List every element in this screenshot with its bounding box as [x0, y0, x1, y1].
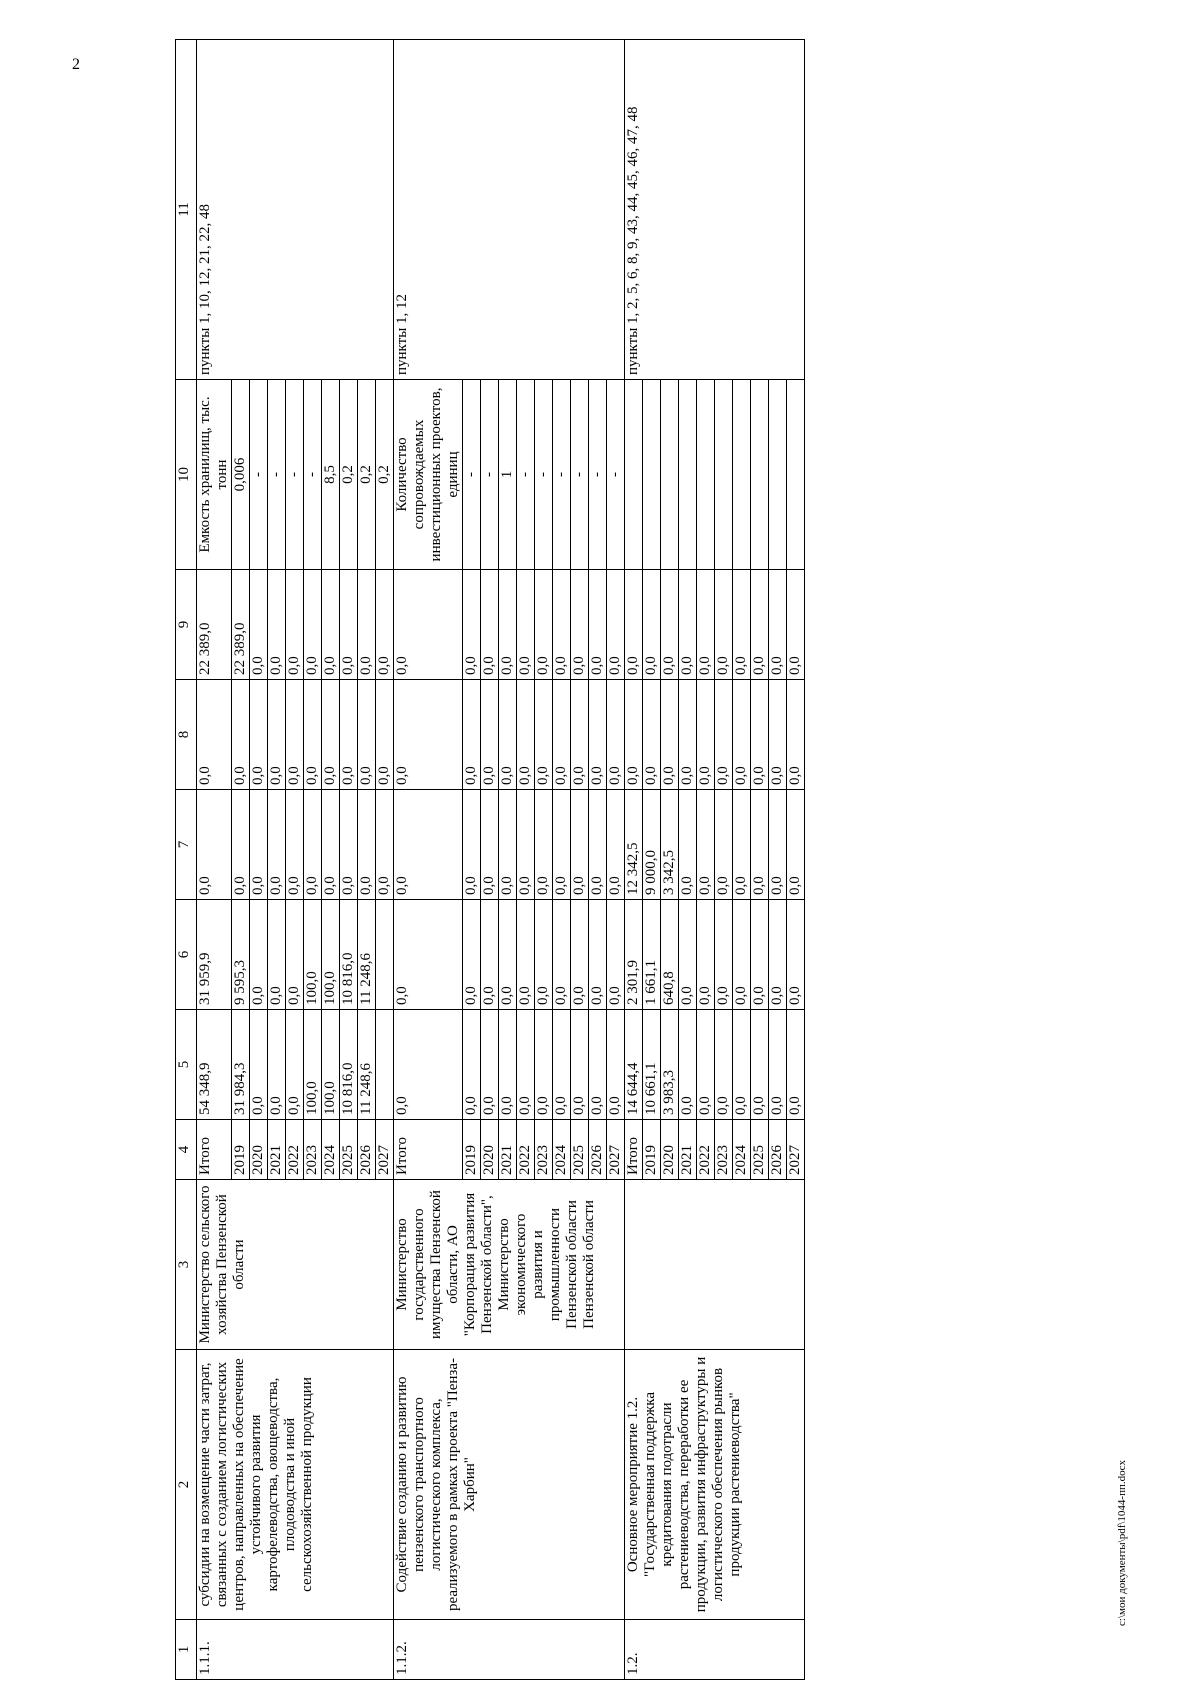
total-funding-cell: 0,0: [679, 1010, 697, 1120]
federal-budget-cell: 0,0: [268, 790, 286, 900]
local-budget-cell: 0,0: [661, 680, 679, 790]
indicator-cell: -: [304, 380, 322, 570]
other-sources-cell: 0,0: [769, 570, 787, 680]
other-sources-cell: 0,0: [535, 570, 553, 680]
federal-budget-cell: 0,0: [358, 790, 376, 900]
federal-budget-cell: 0,0: [715, 790, 733, 900]
year-cell: 2027: [607, 1120, 625, 1180]
regional-budget-cell: 2 301,9: [625, 900, 643, 1010]
regional-budget-cell: 0,0: [463, 900, 481, 1010]
local-budget-cell: 0,0: [517, 680, 535, 790]
indicator-cell: -: [553, 380, 571, 570]
regional-budget-cell: 31 959,9: [197, 900, 232, 1010]
table-row: [197, 40, 232, 1680]
indicator-cell: Емкость хранилищ, тыс. тонн: [197, 380, 232, 570]
regional-budget-cell: 0,0: [769, 900, 787, 1010]
regional-budget-cell: 0,0: [589, 900, 607, 1010]
total-funding-cell: 0,0: [268, 1010, 286, 1120]
local-budget-cell: 0,0: [463, 680, 481, 790]
local-budget-cell: 0,0: [197, 680, 232, 790]
year-cell: 2027: [787, 1120, 805, 1180]
local-budget-cell: 0,0: [340, 680, 358, 790]
year-cell: Итого: [197, 1120, 232, 1180]
federal-budget-cell: 0,0: [197, 790, 232, 900]
local-budget-cell: 0,0: [769, 680, 787, 790]
regional-budget-cell: 0,0: [268, 900, 286, 1010]
total-funding-cell: 31 984,3: [232, 1010, 250, 1120]
regional-budget-cell: 9 595,3: [232, 900, 250, 1010]
year-cell: 2019: [232, 1120, 250, 1180]
regional-budget-cell: 0,0: [607, 900, 625, 1010]
year-cell: 2021: [268, 1120, 286, 1180]
other-sources-cell: 0,0: [787, 570, 805, 680]
other-sources-cell: 0,0: [733, 570, 751, 680]
local-budget-cell: 0,0: [679, 680, 697, 790]
local-budget-cell: 0,0: [697, 680, 715, 790]
indicator-cell: [643, 380, 661, 570]
year-cell: 2023: [304, 1120, 322, 1180]
file-path-footer: c:\мои документы\pdf\1044-пп.docx: [1116, 1459, 1128, 1626]
federal-budget-cell: 9 000,0: [643, 790, 661, 900]
column-number-9: 9: [176, 570, 197, 680]
year-cell: 2019: [463, 1120, 481, 1180]
total-funding-cell: 0,0: [250, 1010, 268, 1120]
page-number: 2: [72, 56, 80, 73]
other-sources-cell: 22 389,0: [232, 570, 250, 680]
local-budget-cell: 0,0: [499, 680, 517, 790]
total-funding-cell: 14 644,4: [625, 1010, 643, 1120]
year-cell: 2020: [481, 1120, 499, 1180]
column-number-6: 6: [176, 900, 197, 1010]
rotated-page: [175, 40, 1165, 1680]
federal-budget-cell: 12 342,5: [625, 790, 643, 900]
regional-budget-cell: 1 661,1: [643, 900, 661, 1010]
local-budget-cell: 0,0: [250, 680, 268, 790]
other-sources-cell: 0,0: [376, 570, 394, 680]
federal-budget-cell: 0,0: [322, 790, 340, 900]
other-sources-cell: 0,0: [643, 570, 661, 680]
other-sources-cell: 0,0: [715, 570, 733, 680]
federal-budget-cell: 0,0: [787, 790, 805, 900]
other-sources-cell: 0,0: [322, 570, 340, 680]
federal-budget-cell: 3 342,5: [661, 790, 679, 900]
local-budget-cell: 0,0: [715, 680, 733, 790]
local-budget-cell: 0,0: [304, 680, 322, 790]
local-budget-cell: 0,0: [481, 680, 499, 790]
other-sources-cell: 0,0: [268, 570, 286, 680]
other-sources-cell: 0,0: [250, 570, 268, 680]
federal-budget-cell: 0,0: [733, 790, 751, 900]
other-sources-cell: 0,0: [625, 570, 643, 680]
other-sources-cell: 0,0: [589, 570, 607, 680]
total-funding-cell: 0,0: [751, 1010, 769, 1120]
indicator-cell: -: [571, 380, 589, 570]
regional-budget-cell: 0,0: [481, 900, 499, 1010]
year-cell: 2024: [733, 1120, 751, 1180]
year-cell: 2026: [358, 1120, 376, 1180]
executor: Министерство государственного имущества Пензенской области, АО "Корпорация развития Пензенской области", Министерство экономического развития и промышленности Пензенской области Пензенской области: [394, 1180, 625, 1350]
item-name: Содействие созданию и развитию пензенского транспортного логистического комплекса, реализуемого в рамках проекта "Пенза-Харбин": [394, 1350, 625, 1620]
indicator-cell: 0,2: [358, 380, 376, 570]
regional-budget-cell: 0,0: [394, 900, 463, 1010]
indicator-cell: [769, 380, 787, 570]
federal-budget-cell: 0,0: [589, 790, 607, 900]
indicator-references: пункты 1, 12: [394, 40, 625, 380]
column-number-row: [176, 40, 197, 1680]
local-budget-cell: 0,0: [535, 680, 553, 790]
other-sources-cell: 0,0: [517, 570, 535, 680]
indicator-cell: [787, 380, 805, 570]
total-funding-cell: 3 983,3: [661, 1010, 679, 1120]
federal-budget-cell: 0,0: [607, 790, 625, 900]
regional-budget-cell: 0,0: [286, 900, 304, 1010]
regional-budget-cell: 640,8: [661, 900, 679, 1010]
other-sources-cell: 0,0: [394, 570, 463, 680]
item-number: 1.2.: [625, 1620, 805, 1680]
total-funding-cell: 0,0: [481, 1010, 499, 1120]
total-funding-cell: 0,0: [571, 1010, 589, 1120]
federal-budget-cell: 0,0: [286, 790, 304, 900]
indicator-cell: 0,2: [340, 380, 358, 570]
federal-budget-cell: 0,0: [751, 790, 769, 900]
regional-budget-cell: 0,0: [250, 900, 268, 1010]
indicator-cell: 8,5: [322, 380, 340, 570]
year-cell: 2025: [571, 1120, 589, 1180]
indicator-cell: 0,2: [376, 380, 394, 570]
other-sources-cell: 0,0: [661, 570, 679, 680]
other-sources-cell: 0,0: [607, 570, 625, 680]
federal-budget-cell: 0,0: [769, 790, 787, 900]
federal-budget-cell: 0,0: [250, 790, 268, 900]
total-funding-cell: 0,0: [517, 1010, 535, 1120]
year-cell: Итого: [394, 1120, 463, 1180]
table-row: [394, 40, 463, 1680]
regional-budget-cell: 0,0: [679, 900, 697, 1010]
federal-budget-cell: 0,0: [232, 790, 250, 900]
column-number-3: 3: [176, 1180, 197, 1350]
year-cell: 2025: [340, 1120, 358, 1180]
local-budget-cell: 0,0: [643, 680, 661, 790]
indicator-cell: -: [481, 380, 499, 570]
executor: [625, 1180, 805, 1350]
indicator-cell: [715, 380, 733, 570]
total-funding-cell: 0,0: [589, 1010, 607, 1120]
column-number-1: 1: [176, 1620, 197, 1680]
year-cell: 2025: [751, 1120, 769, 1180]
other-sources-cell: 0,0: [481, 570, 499, 680]
federal-budget-cell: 0,0: [481, 790, 499, 900]
local-budget-cell: 0,0: [376, 680, 394, 790]
other-sources-cell: 0,0: [697, 570, 715, 680]
local-budget-cell: 0,0: [625, 680, 643, 790]
column-number-11: 11: [176, 40, 197, 380]
regional-budget-cell: 0,0: [733, 900, 751, 1010]
year-cell: 2021: [679, 1120, 697, 1180]
regional-budget-cell: 0,0: [535, 900, 553, 1010]
federal-budget-cell: 0,0: [535, 790, 553, 900]
local-budget-cell: 0,0: [751, 680, 769, 790]
indicator-cell: 0,006: [232, 380, 250, 570]
indicator-cell: [661, 380, 679, 570]
indicator-cell: [751, 380, 769, 570]
federal-budget-cell: 0,0: [697, 790, 715, 900]
total-funding-cell: [376, 1010, 394, 1120]
table-row: [625, 40, 643, 1680]
regional-budget-cell: 0,0: [553, 900, 571, 1010]
total-funding-cell: 54 348,9: [197, 1010, 232, 1120]
total-funding-cell: 0,0: [394, 1010, 463, 1120]
regional-budget-cell: 10 816,0: [340, 900, 358, 1010]
year-cell: 2020: [250, 1120, 268, 1180]
local-budget-cell: 0,0: [358, 680, 376, 790]
item-number: 1.1.2.: [394, 1620, 625, 1680]
year-cell: 2027: [376, 1120, 394, 1180]
other-sources-cell: 0,0: [340, 570, 358, 680]
indicator-cell: -: [250, 380, 268, 570]
regional-budget-cell: 0,0: [697, 900, 715, 1010]
indicator-cell: [733, 380, 751, 570]
year-cell: 2020: [661, 1120, 679, 1180]
item-name: субсидии на возмещение части затрат, связанных с созданием логистических центров, направленных на обеспечение устойчивого развития картофелеводства, овощеводства, плодоводства и иной сельскохозяйственной продукции: [197, 1350, 394, 1620]
other-sources-cell: 0,0: [553, 570, 571, 680]
regional-budget-cell: 0,0: [787, 900, 805, 1010]
federal-budget-cell: 0,0: [679, 790, 697, 900]
year-cell: 2022: [697, 1120, 715, 1180]
executor: Министерство сельского хозяйства Пензенской области: [197, 1180, 394, 1350]
other-sources-cell: 0,0: [571, 570, 589, 680]
local-budget-cell: 0,0: [571, 680, 589, 790]
federal-budget-cell: 0,0: [553, 790, 571, 900]
regional-budget-cell: 0,0: [517, 900, 535, 1010]
local-budget-cell: 0,0: [607, 680, 625, 790]
total-funding-cell: 10 661,1: [643, 1010, 661, 1120]
total-funding-cell: 0,0: [535, 1010, 553, 1120]
item-number: 1.1.1.: [197, 1620, 394, 1680]
regional-budget-cell: 0,0: [499, 900, 517, 1010]
other-sources-cell: 0,0: [499, 570, 517, 680]
federal-budget-cell: 0,0: [571, 790, 589, 900]
other-sources-cell: 0,0: [304, 570, 322, 680]
table-body: [176, 40, 805, 1680]
regional-budget-cell: 100,0: [322, 900, 340, 1010]
indicator-cell: -: [607, 380, 625, 570]
column-number-7: 7: [176, 790, 197, 900]
total-funding-cell: 0,0: [499, 1010, 517, 1120]
local-budget-cell: 0,0: [394, 680, 463, 790]
other-sources-cell: 0,0: [751, 570, 769, 680]
year-cell: Итого: [625, 1120, 643, 1180]
total-funding-cell: 0,0: [286, 1010, 304, 1120]
other-sources-cell: 0,0: [463, 570, 481, 680]
other-sources-cell: 0,0: [358, 570, 376, 680]
regional-budget-cell: 0,0: [751, 900, 769, 1010]
total-funding-cell: 0,0: [715, 1010, 733, 1120]
federal-budget-cell: 0,0: [376, 790, 394, 900]
total-funding-cell: 0,0: [787, 1010, 805, 1120]
total-funding-cell: 0,0: [733, 1010, 751, 1120]
year-cell: 2023: [715, 1120, 733, 1180]
local-budget-cell: 0,0: [733, 680, 751, 790]
year-cell: 2026: [589, 1120, 607, 1180]
other-sources-cell: 0,0: [679, 570, 697, 680]
total-funding-cell: 11 248,6: [358, 1010, 376, 1120]
item-name: Основное мероприятие 1.2. "Государственная поддержка кредитования подотрасли растениеводства, переработки ее продукции, развития инфраструктуры и логистического обеспечения рынков продукции растениеводства": [625, 1350, 805, 1620]
local-budget-cell: 0,0: [286, 680, 304, 790]
other-sources-cell: 22 389,0: [197, 570, 232, 680]
regional-budget-cell: 100,0: [304, 900, 322, 1010]
total-funding-cell: 10 816,0: [340, 1010, 358, 1120]
regional-budget-cell: [376, 900, 394, 1010]
indicator-cell: -: [463, 380, 481, 570]
year-cell: 2019: [643, 1120, 661, 1180]
indicator-cell: [625, 380, 643, 570]
indicator-cell: 1: [499, 380, 517, 570]
local-budget-cell: 0,0: [268, 680, 286, 790]
year-cell: 2024: [322, 1120, 340, 1180]
regional-budget-cell: 0,0: [715, 900, 733, 1010]
year-cell: 2024: [553, 1120, 571, 1180]
indicator-references: пункты 1, 10, 12, 21, 22, 48: [197, 40, 394, 380]
year-cell: 2021: [499, 1120, 517, 1180]
other-sources-cell: 0,0: [286, 570, 304, 680]
indicator-cell: Количество сопровождаемых инвестиционных проектов, единиц: [394, 380, 463, 570]
indicator-cell: [679, 380, 697, 570]
indicator-cell: -: [286, 380, 304, 570]
indicator-references: пункты 1, 2, 5, 6, 8, 9, 43, 44, 45, 46, 47, 48: [625, 40, 805, 380]
federal-budget-cell: 0,0: [517, 790, 535, 900]
total-funding-cell: 0,0: [607, 1010, 625, 1120]
column-number-4: 4: [176, 1120, 197, 1180]
regional-budget-cell: 11 248,6: [358, 900, 376, 1010]
column-number-5: 5: [176, 1010, 197, 1120]
total-funding-cell: 0,0: [553, 1010, 571, 1120]
year-cell: 2022: [517, 1120, 535, 1180]
local-budget-cell: 0,0: [232, 680, 250, 790]
indicator-cell: [697, 380, 715, 570]
local-budget-cell: 0,0: [589, 680, 607, 790]
column-number-8: 8: [176, 680, 197, 790]
column-number-2: 2: [176, 1350, 197, 1620]
year-cell: 2023: [535, 1120, 553, 1180]
total-funding-cell: 100,0: [304, 1010, 322, 1120]
year-cell: 2026: [769, 1120, 787, 1180]
indicator-cell: -: [268, 380, 286, 570]
indicator-cell: -: [535, 380, 553, 570]
indicator-cell: -: [589, 380, 607, 570]
local-budget-cell: 0,0: [322, 680, 340, 790]
federal-budget-cell: 0,0: [340, 790, 358, 900]
regional-budget-cell: 0,0: [571, 900, 589, 1010]
federal-budget-cell: 0,0: [394, 790, 463, 900]
program-table: [175, 39, 805, 1680]
year-cell: 2022: [286, 1120, 304, 1180]
local-budget-cell: 0,0: [553, 680, 571, 790]
total-funding-cell: 0,0: [463, 1010, 481, 1120]
total-funding-cell: 0,0: [697, 1010, 715, 1120]
federal-budget-cell: 0,0: [499, 790, 517, 900]
federal-budget-cell: 0,0: [304, 790, 322, 900]
total-funding-cell: 0,0: [769, 1010, 787, 1120]
federal-budget-cell: 0,0: [463, 790, 481, 900]
column-number-10: 10: [176, 380, 197, 570]
local-budget-cell: 0,0: [787, 680, 805, 790]
total-funding-cell: 100,0: [322, 1010, 340, 1120]
indicator-cell: -: [517, 380, 535, 570]
